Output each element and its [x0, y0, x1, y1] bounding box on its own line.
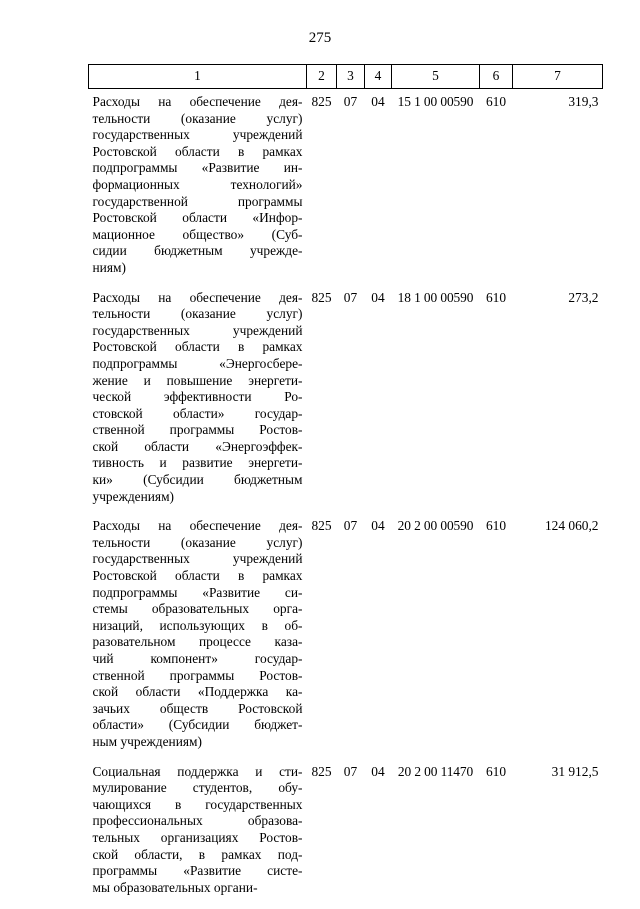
table-header-row	[89, 65, 603, 89]
section-code: 07	[337, 764, 365, 909]
description-line: Расходы на обеспечение дея-	[93, 94, 303, 111]
description-line: тельных организациях Ростов-	[93, 830, 303, 847]
description-line: низаций, использующих в об-	[93, 618, 303, 635]
description-line: государственных учреждений	[93, 127, 303, 144]
description-line: разовательном процессе каза-	[93, 634, 303, 651]
amount-value: 273,2	[513, 290, 603, 519]
amount-value: 31 912,5	[513, 764, 603, 909]
description-line: тельности (оказание услуг)	[93, 111, 303, 128]
description-line: профессиональных образова-	[93, 813, 303, 830]
target-article-code: 18 1 00 00590	[392, 290, 480, 519]
ministry-code: 825	[307, 89, 337, 290]
description-line: сидии бюджетным учрежде-	[93, 243, 303, 260]
header-cell: 2	[307, 65, 337, 89]
description-line: области» (Субсидии бюджет-	[93, 717, 303, 734]
expense-description	[89, 764, 307, 909]
description-line: Ростовской области в рамках	[93, 144, 303, 161]
subsection-code: 04	[365, 290, 392, 519]
description-line: государственных учреждений	[93, 551, 303, 568]
section-code: 07	[337, 290, 365, 519]
description-line: Расходы на обеспечение дея-	[93, 290, 303, 307]
expense-description	[89, 89, 307, 290]
expense-type-code: 610	[480, 290, 513, 519]
description-line: стемы образовательных орга-	[93, 601, 303, 618]
description-line: государственной программы	[93, 194, 303, 211]
description-line: ческой эффективности Ро-	[93, 389, 303, 406]
budget-table	[88, 64, 603, 909]
page-number: 275	[0, 30, 640, 47]
target-article-code: 15 1 00 00590	[392, 89, 480, 290]
description-line: подпрограммы «Развитие ин-	[93, 160, 303, 177]
header-cell: 4	[365, 65, 392, 89]
description-line: учреждениям)	[93, 489, 303, 506]
header-cell: 5	[392, 65, 480, 89]
expense-description	[89, 518, 307, 763]
description-line: государственных учреждений	[93, 323, 303, 340]
target-article-code: 20 2 00 11470	[392, 764, 480, 909]
description-line: стовской области» государ-	[93, 406, 303, 423]
expense-type-code: 610	[480, 518, 513, 763]
header-cell: 3	[337, 65, 365, 89]
expense-type-code: 610	[480, 764, 513, 909]
table-row	[89, 89, 603, 290]
amount-value: 124 060,2	[513, 518, 603, 763]
table-row	[89, 290, 603, 519]
subsection-code: 04	[365, 764, 392, 909]
description-line: ки» (Субсидии бюджетным	[93, 472, 303, 489]
description-line: жение и повышение энергети-	[93, 373, 303, 390]
subsection-code: 04	[365, 518, 392, 763]
table-row	[89, 764, 603, 909]
description-line: ской области «Поддержка ка-	[93, 684, 303, 701]
description-line: тивность и развитие энергети-	[93, 455, 303, 472]
description-line: тельности (оказание услуг)	[93, 306, 303, 323]
description-line: Ростовской области «Инфор-	[93, 210, 303, 227]
description-line: ской области, в рамках под-	[93, 847, 303, 864]
amount-value: 319,3	[513, 89, 603, 290]
description-line: Ростовской области в рамках	[93, 339, 303, 356]
subsection-code: 04	[365, 89, 392, 290]
description-line: ской области «Энергоэффек-	[93, 439, 303, 456]
description-line: формационных технологий»	[93, 177, 303, 194]
target-article-code: 20 2 00 00590	[392, 518, 480, 763]
description-line: ным учреждениям)	[93, 734, 303, 751]
description-line: тельности (оказание услуг)	[93, 535, 303, 552]
description-line: Расходы на обеспечение дея-	[93, 518, 303, 535]
description-line: подпрограммы «Энергосбере-	[93, 356, 303, 373]
ministry-code: 825	[307, 518, 337, 763]
header-cell: 6	[480, 65, 513, 89]
description-line: мационное общество» (Суб-	[93, 227, 303, 244]
section-code: 07	[337, 89, 365, 290]
description-line: Ростовской области в рамках	[93, 568, 303, 585]
description-line: ниям)	[93, 260, 303, 277]
description-line: программы «Развитие систе-	[93, 863, 303, 880]
description-line: мы образовательных органи-	[93, 880, 303, 897]
expense-description	[89, 290, 307, 519]
table-row	[89, 518, 603, 763]
description-line: Социальная поддержка и сти-	[93, 764, 303, 781]
description-line: чий компонент» государ-	[93, 651, 303, 668]
description-line: чающихся в государственных	[93, 797, 303, 814]
description-line: подпрограммы «Развитие си-	[93, 585, 303, 602]
description-line: мулирование студентов, обу-	[93, 780, 303, 797]
expense-type-code: 610	[480, 89, 513, 290]
table-body	[89, 89, 603, 909]
ministry-code: 825	[307, 764, 337, 909]
header-cell: 7	[513, 65, 603, 89]
header-cell: 1	[89, 65, 307, 89]
ministry-code: 825	[307, 290, 337, 519]
description-line: зачьих обществ Ростовской	[93, 701, 303, 718]
description-line: ственной программы Ростов-	[93, 422, 303, 439]
section-code: 07	[337, 518, 365, 763]
description-line: ственной программы Ростов-	[93, 668, 303, 685]
